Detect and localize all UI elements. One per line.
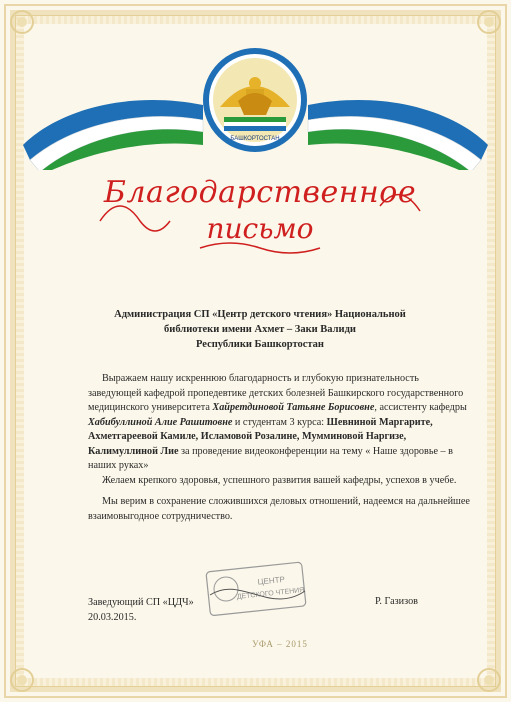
stamp-line1: ЦЕНТР <box>257 574 286 587</box>
official-stamp <box>200 555 310 625</box>
gratitude-mid: , ассистенту кафедры <box>374 402 467 413</box>
certificate-title <box>95 175 425 245</box>
recipient-students: Шевниной Маргарите, Ахметгареевой Камиле, Исламовой Розалине, Мумминовой Наргизе, Калимуллиной Лие <box>88 416 433 457</box>
title-line1: Благодарственное <box>103 175 417 210</box>
corner-rosette <box>8 8 36 36</box>
wishes-paragraph: Желаем крепкого здоровья, успешного развития вашей кафедры, успехов в учебе. <box>102 474 457 486</box>
corner-rosette <box>475 8 503 36</box>
signer-position: Заведующий СП «ЦДЧ» <box>88 597 194 608</box>
issuer-heading <box>95 307 425 352</box>
heading-line2: библиотеки имени Ахмет – Заки Валиди <box>164 324 356 335</box>
gratitude-paragraph <box>88 372 470 474</box>
corner-rosette <box>475 666 503 694</box>
corner-rosette <box>8 666 36 694</box>
emblem-caption: БАШКОРТОСТАН <box>230 136 280 142</box>
city-year: УФА – 2015 <box>252 639 308 649</box>
gratitude-end: за проведение видеоконференции на тему « Наше здоровье – в наших руках» <box>88 445 453 471</box>
recipient-assistant: Хабибуллиной Алие Рашитовне <box>88 416 233 428</box>
letter-body <box>88 372 470 524</box>
heading-line1: Администрация СП «Центр детского чтения» Национальной <box>114 309 406 320</box>
signature-block <box>88 596 194 625</box>
cooperation-paragraph: Мы верим в сохранение сложившихся деловых отношений, надеемся на дальнейшее взаимовыгодное сотрудничество. <box>88 496 470 522</box>
ornament-top <box>16 16 495 24</box>
gratitude-and: и студентам 3 курса: <box>232 416 327 428</box>
ornament-bottom <box>16 678 495 686</box>
signature-date: 20.03.2015. <box>88 611 137 623</box>
title-line2: письмо <box>206 212 314 245</box>
heading-line3: Республики Башкортостан <box>196 339 324 350</box>
stamp-line2: ДЕТСКОГО ЧТЕНИЯ <box>236 586 305 601</box>
signer-name: Р. Газизов <box>375 596 418 607</box>
gratitude-intro: Выражаем нашу искреннюю благодарность и глубокую признательность заведующей кафедрой пропедевтике детских болезней Башкирского государственного медицинского университета <box>88 373 464 413</box>
republic-emblem <box>200 45 310 155</box>
recipient-head: Хайретдиновой Татьяне Борисовне <box>212 402 375 413</box>
